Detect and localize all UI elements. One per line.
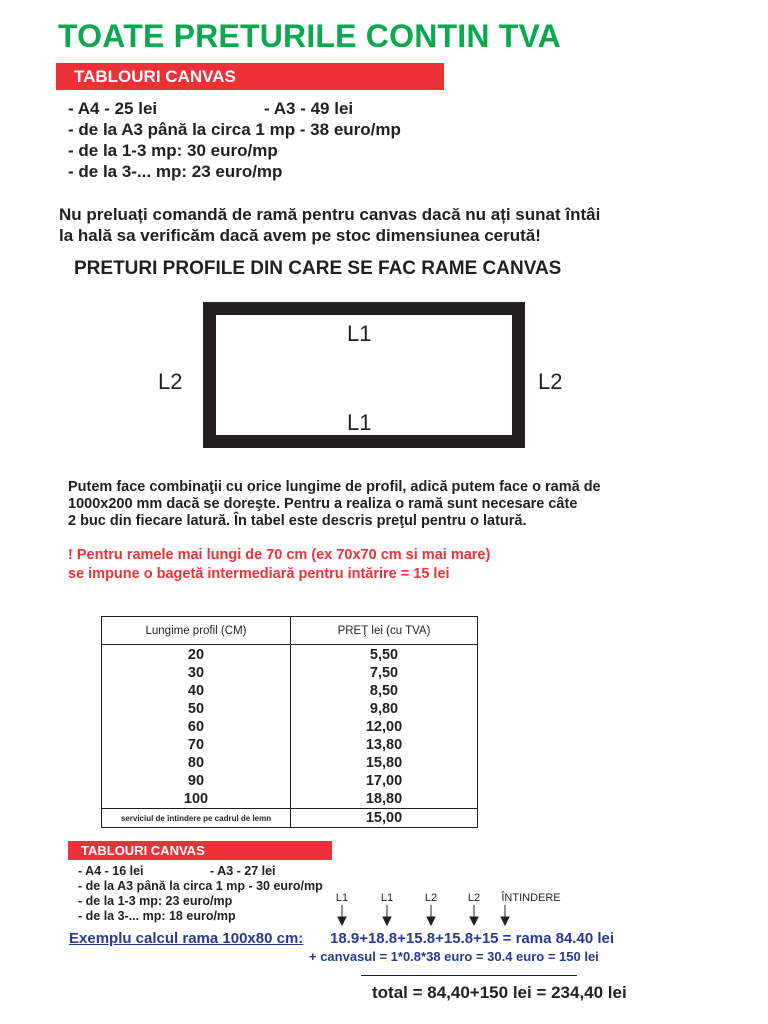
length-value: 70 [187,737,205,753]
price-line: - de la A3 până la circa 1 mp - 38 euro/mp [68,120,401,139]
info-text: 1000x200 mm dacă se doreşte. Pentru a realiza o ramă sunt necesare câte [68,496,578,512]
frame-label-bottom: L1 [347,410,372,435]
profiles-heading: PRETURI PROFILE DIN CARE SE FAC RAME CANVAS [74,258,562,279]
down-arrow-icon [501,905,509,925]
arrow-label: L1 [380,892,394,904]
price-value: 17,00 [365,773,403,789]
price-value: 8,50 [369,683,399,699]
price-line: - de la 1-3 mp: 23 euro/mp [78,894,233,908]
frame-label-left: L2 [158,369,183,394]
length-value: 50 [187,701,205,717]
divider [361,975,577,976]
price-a3: - A3 - 49 lei [264,99,354,118]
service-label: serviciul de întindere pe cadrul de lemn [102,809,291,828]
price-a4: - A4 - 16 lei [78,864,144,878]
notice-text: ! Pentru ramele mai lungi de 70 cm (ex 70x70 cm si mai mare) [68,547,491,563]
frame-label-right: L2 [538,369,563,394]
example-value: 18.9+18.8+15.8+15.8+15 = rama 84.40 lei [330,930,615,947]
arrow-label: L2 [424,892,438,904]
length-value: 80 [187,755,205,771]
price-value: 9,80 [369,701,399,717]
frame-label-top: L1 [347,321,372,346]
table-header: PREŢ lei (cu TVA) [291,617,478,645]
length-value: 20 [187,647,205,663]
length-value: 100 [183,791,209,807]
warning-text: Nu preluați comandă de ramă pentru canvas dacă nu ați sunat întâi [59,205,601,224]
service-price: 15,00 [291,809,478,828]
price-value: 7,50 [369,665,399,681]
table-header: Lungime profil (CM) [102,617,291,645]
length-value: 40 [187,683,205,699]
length-value: 60 [187,719,205,735]
arrows-svg [330,905,520,927]
price-value: 15,80 [365,755,403,771]
price-a4: - A4 - 25 lei [68,99,158,118]
price-line: - de la A3 până la circa 1 mp - 30 euro/mp [78,879,323,893]
arrow-label: L1 [335,892,349,904]
down-arrow-icon [338,905,346,925]
canvas-calc: + canvasul = 1*0.8*38 euro = 30.4 euro = 150 lei [309,949,599,964]
price-value: 13,80 [365,737,403,753]
length-value: 90 [187,773,205,789]
arrow-label: L2 [467,892,481,904]
length-value: 30 [187,665,205,681]
price-table [101,616,478,828]
down-arrow-icon [427,905,435,925]
page-title: TOATE PRETURILE CONTIN TVA [58,18,561,54]
warning-text: la hală sa verificăm dacă avem pe stoc dimensiunea cerută! [59,226,541,245]
price-a3: - A3 - 27 lei [210,864,276,878]
section-header-canvas: TABLOURI CANVAS [56,63,444,90]
price-value: 18,80 [365,791,403,807]
price-value: 5,50 [369,647,399,663]
example-label: Exemplu calcul rama 100x80 cm: [69,930,304,947]
price-value: 12,00 [365,719,403,735]
price-line: - de la 1-3 mp: 30 euro/mp [68,141,278,160]
price-line: - de la 3-... mp: 18 euro/mp [78,909,236,923]
info-text: 2 buc din fiecare latură. În tabel este descris preţul pentru o latură. [68,513,527,529]
down-arrow-icon [383,905,391,925]
down-arrow-icon [470,905,478,925]
section-header-canvas-2: TABLOURI CANVAS [68,841,332,860]
table-cell [102,645,291,809]
info-text: Putem face combinaţii cu orice lungime de profil, adică putem face o ramă de [68,479,601,495]
notice-text: se impune o bagetă intermediară pentru intărire = 15 lei [68,566,450,582]
table-cell [291,645,478,809]
arrow-label: ÎNTINDERE [501,892,561,904]
price-line: - de la 3-... mp: 23 euro/mp [68,162,283,181]
total-text: total = 84,40+150 lei = 234,40 lei [372,983,627,1002]
